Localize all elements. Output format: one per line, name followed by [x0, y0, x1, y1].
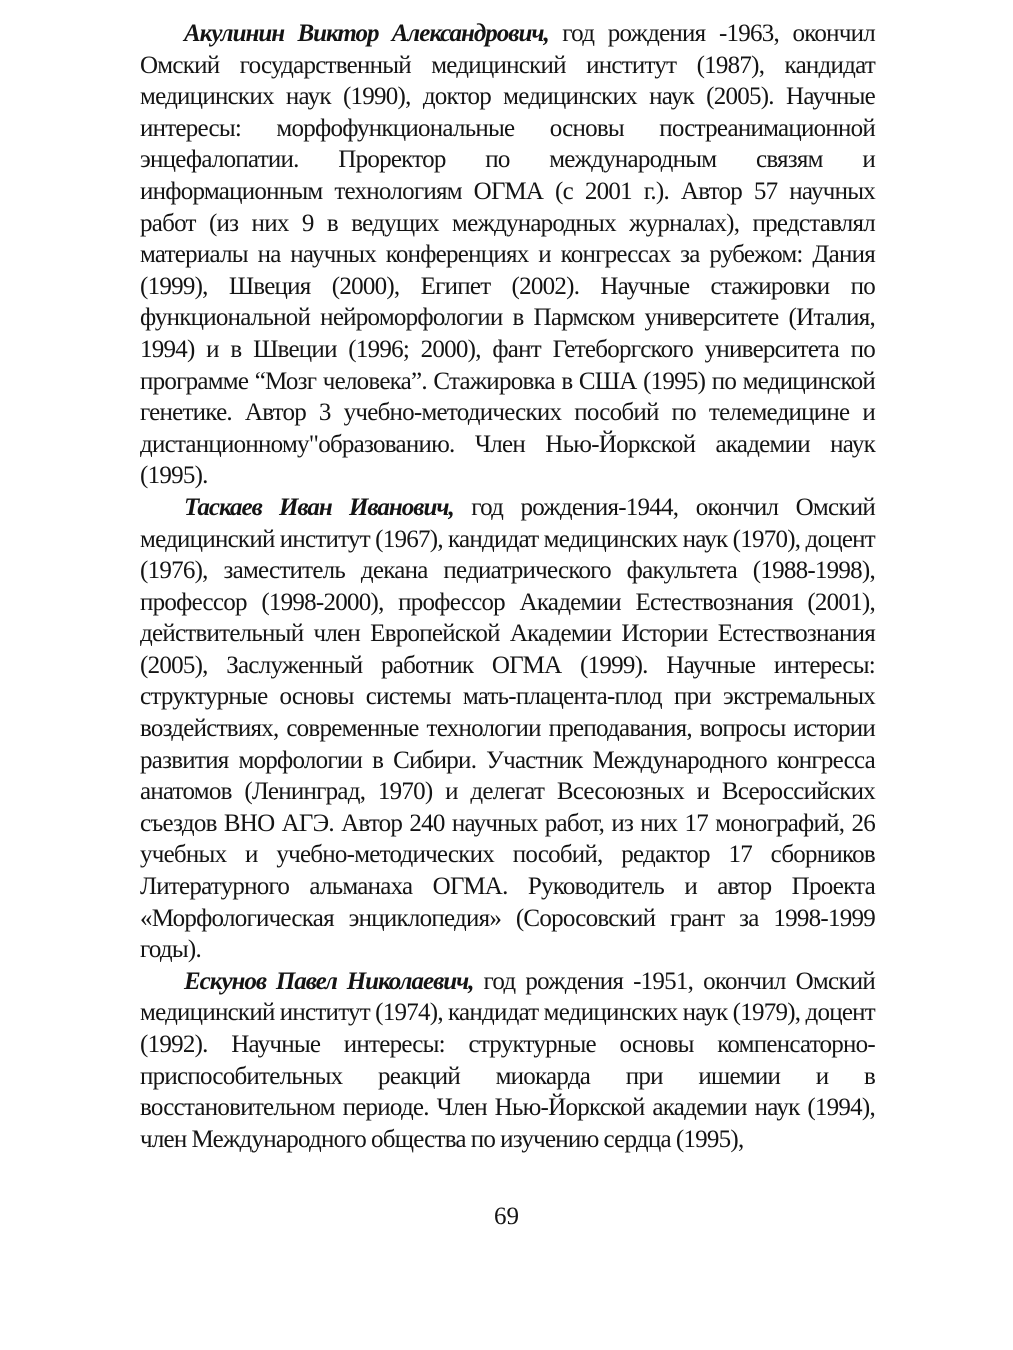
biography-text: год рождения -1963, окончил Омский государственный медицинский институт (1987), кандидат медицинских наук (1990), доктор медицинских наук (2005). Научные интересы: морфофункциональные основы постреанимационной энцефалопатии. Проректор по международным связям и информационным технологиям ОГМА (с 2001 г.). Автор 57 научных работ (из них 9 в ведущих международных журналах), представлял материалы на научных конференциях и конгрессах за рубежом: Дания (1999), Швеция (2000), Египет (2002). Научные стажировки по функциональной нейроморфологии в Пармском университете (Италия, 1994) и в Швеции (1996; 2000), фант Гетеборгского университета по программе “Мозг человека”. Стажировка в США (1995) по медицинской генетике. Автор 3 учебно-методических пособий по телемедицине и дистанционному"образованию. Член Нью-Йоркской академии наук (1995). — [140, 20, 875, 490]
page-text-body — [140, 18, 875, 1155]
person-name: Ескунов Павел Николаевич, — [184, 967, 474, 995]
page-number: 69 — [494, 1203, 519, 1230]
biography-text: год рождения-1944, окончил Омский медицинский институт (1967), кандидат медицинских наук (1970), доцент (1976), заместитель декана педиатрического факультета (1988-1998), профессор (1998-2000), профессор Академии Естествознания (2001), действительный член Европейской Академии Истории Естествознания (2005), Заслуженный работник ОГМА (1999). Научные интересы: структурные основы системы мать-плацента-плод при экстремальных воздействиях, современные технологии преподавания, вопросы истории развития морфологии в Сибири. Участник Международного конгресса анатомов (Ленинград, 1970) и делегат Всесоюзных и Всероссийских съездов ВНО АГЭ. Автор 240 научных работ, из них 17 монографий, 26 учебных и учебно-методических пособий, редактор 17 сборников Литературного альманаха ОГМА. Руководитель и автор Проекта «Морфологическая энциклопедия» (Соросовский грант за 1998-1999 годы). — [140, 493, 875, 964]
biography-paragraph — [140, 966, 875, 1156]
biography-text: год рождения -1951, окончил Омский медицинский институт (1974), кандидат медицинских наук (1979), доцент (1992). Научные интересы: структурные основы компенсаторно-приспособительных реакций миокарда при ишемии и в восстановительном периоде. Член Нью-Йоркской академии наук (1994), член Международного общества по изучению сердца (1995), — [140, 967, 875, 1153]
person-name: Таскаев Иван Иванович, — [184, 493, 454, 521]
person-name: Акулинин Виктор Александрович, — [184, 20, 549, 47]
biography-paragraph — [140, 492, 875, 966]
biography-paragraph — [140, 18, 875, 492]
